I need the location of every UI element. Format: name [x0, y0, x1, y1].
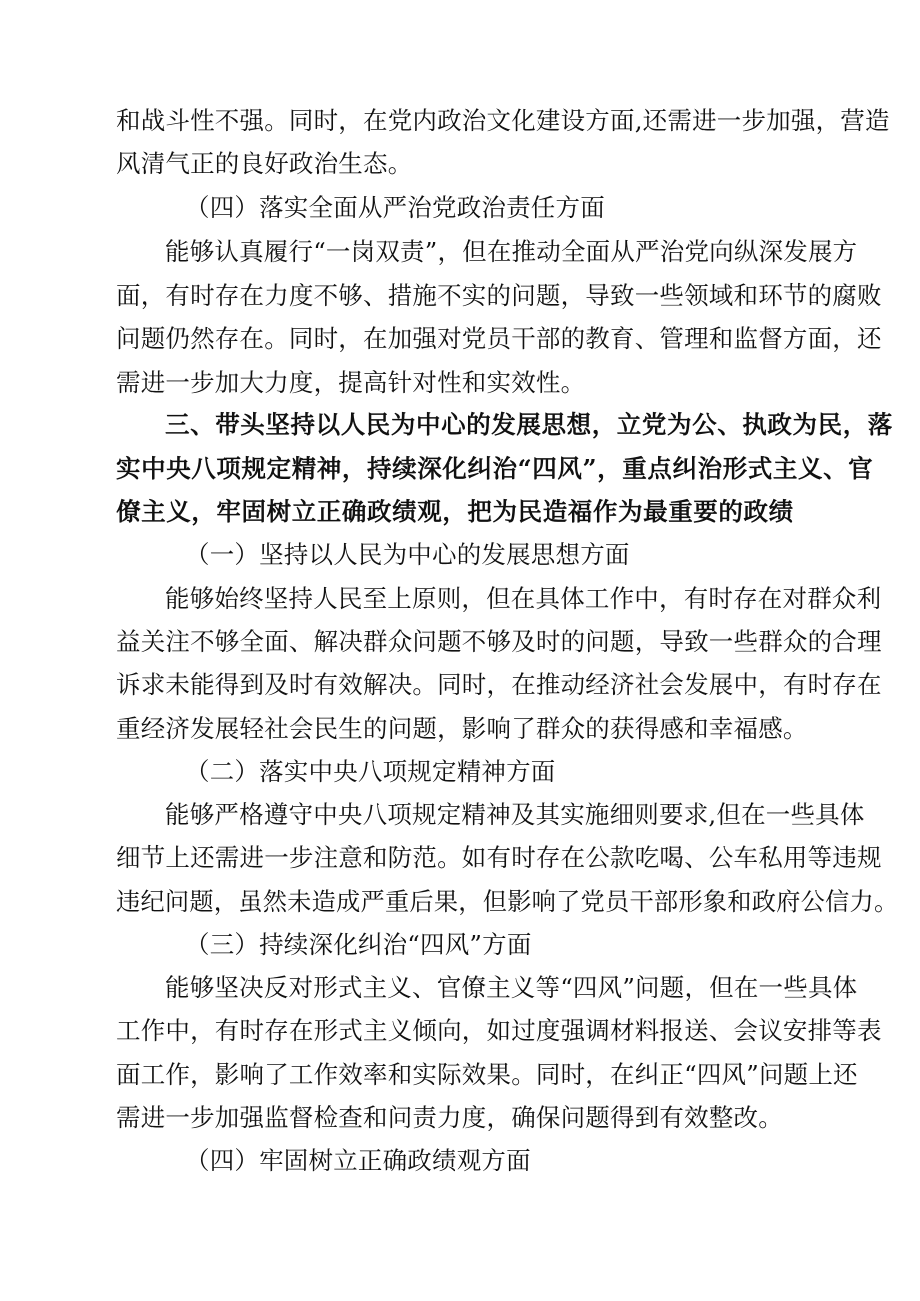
paragraph-line: 能够坚决反对形式主义、官僚主义等“四风”问题，但在一些具体 — [165, 973, 858, 1002]
section-heading: （三）持续深化纠治“四风”方面 — [185, 930, 532, 959]
section-heading: （四）落实全面从严治党政治责任方面 — [185, 193, 605, 222]
paragraph-line: 能够认真履行“一岗双责”，但在推动全面从严治党向纵深发展方 — [165, 237, 858, 266]
paragraph-line: 诉求未能得到及时有效解决。同时，在推动经济社会发展中，有时存在 — [116, 670, 882, 699]
paragraph-line: 面，有时存在力度不够、措施不实的问题，导致一些领域和环节的腐败 — [116, 281, 882, 310]
paragraph-line: 需进一步加大力度，提高针对性和实效性。 — [116, 368, 586, 397]
paragraph-line: 违纪问题，虽然未造成严重后果，但影响了党员干部形象和政府公信力。 — [116, 887, 899, 916]
paragraph-line: 和战斗性不强。同时，在党内政治文化建设方面,还需进一步加强，营造 — [116, 106, 890, 135]
paragraph-line: 重经济发展轻社会民生的问题，影响了群众的获得感和幸福感。 — [116, 714, 808, 743]
chapter-heading: 实中央八项规定精神，持续深化纠治“四风”，重点纠治形式主义、官 — [116, 454, 874, 483]
paragraph-line: 能够严格遵守中央八项规定精神及其实施细则要求,但在一些具体 — [165, 800, 865, 829]
section-heading: （一）坚持以人民为中心的发展思想方面 — [185, 540, 630, 569]
chapter-heading: 僚主义，牢固树立正确政绩观，把为民造福作为最重要的政绩 — [116, 497, 794, 526]
paragraph-line: 风清气正的良好政治生态。 — [116, 149, 413, 178]
section-heading: （二）落实中央八项规定精神方面 — [185, 757, 556, 786]
chapter-heading: 三、带头坚持以人民为中心的发展思想，立党为公、执政为民，落 — [165, 410, 893, 439]
paragraph-line: 细节上还需进一步注意和防范。如有时存在公款吃喝、公车私用等违规 — [116, 843, 882, 872]
section-heading: （四）牢固树立正确政绩观方面 — [185, 1146, 531, 1175]
paragraph-line: 工作中，有时存在形式主义倾向，如过度强调材料报送、会议安排等表 — [116, 1016, 882, 1045]
paragraph-line: 问题仍然存在。同时，在加强对党员干部的教育、管理和监督方面，还 — [116, 324, 882, 353]
paragraph-line: 益关注不够全面、解决群众问题不够及时的问题，导致一些群众的合理 — [116, 627, 882, 656]
paragraph-line: 能够始终坚持人民至上原则，但在具体工作中，有时存在对群众利 — [165, 584, 882, 613]
paragraph-line: 需进一步加强监督检查和问责力度，确保问题得到有效整改。 — [116, 1103, 783, 1132]
paragraph-line: 面工作，影响了工作效率和实际效果。同时，在纠正“四风”问题上还 — [116, 1060, 858, 1089]
